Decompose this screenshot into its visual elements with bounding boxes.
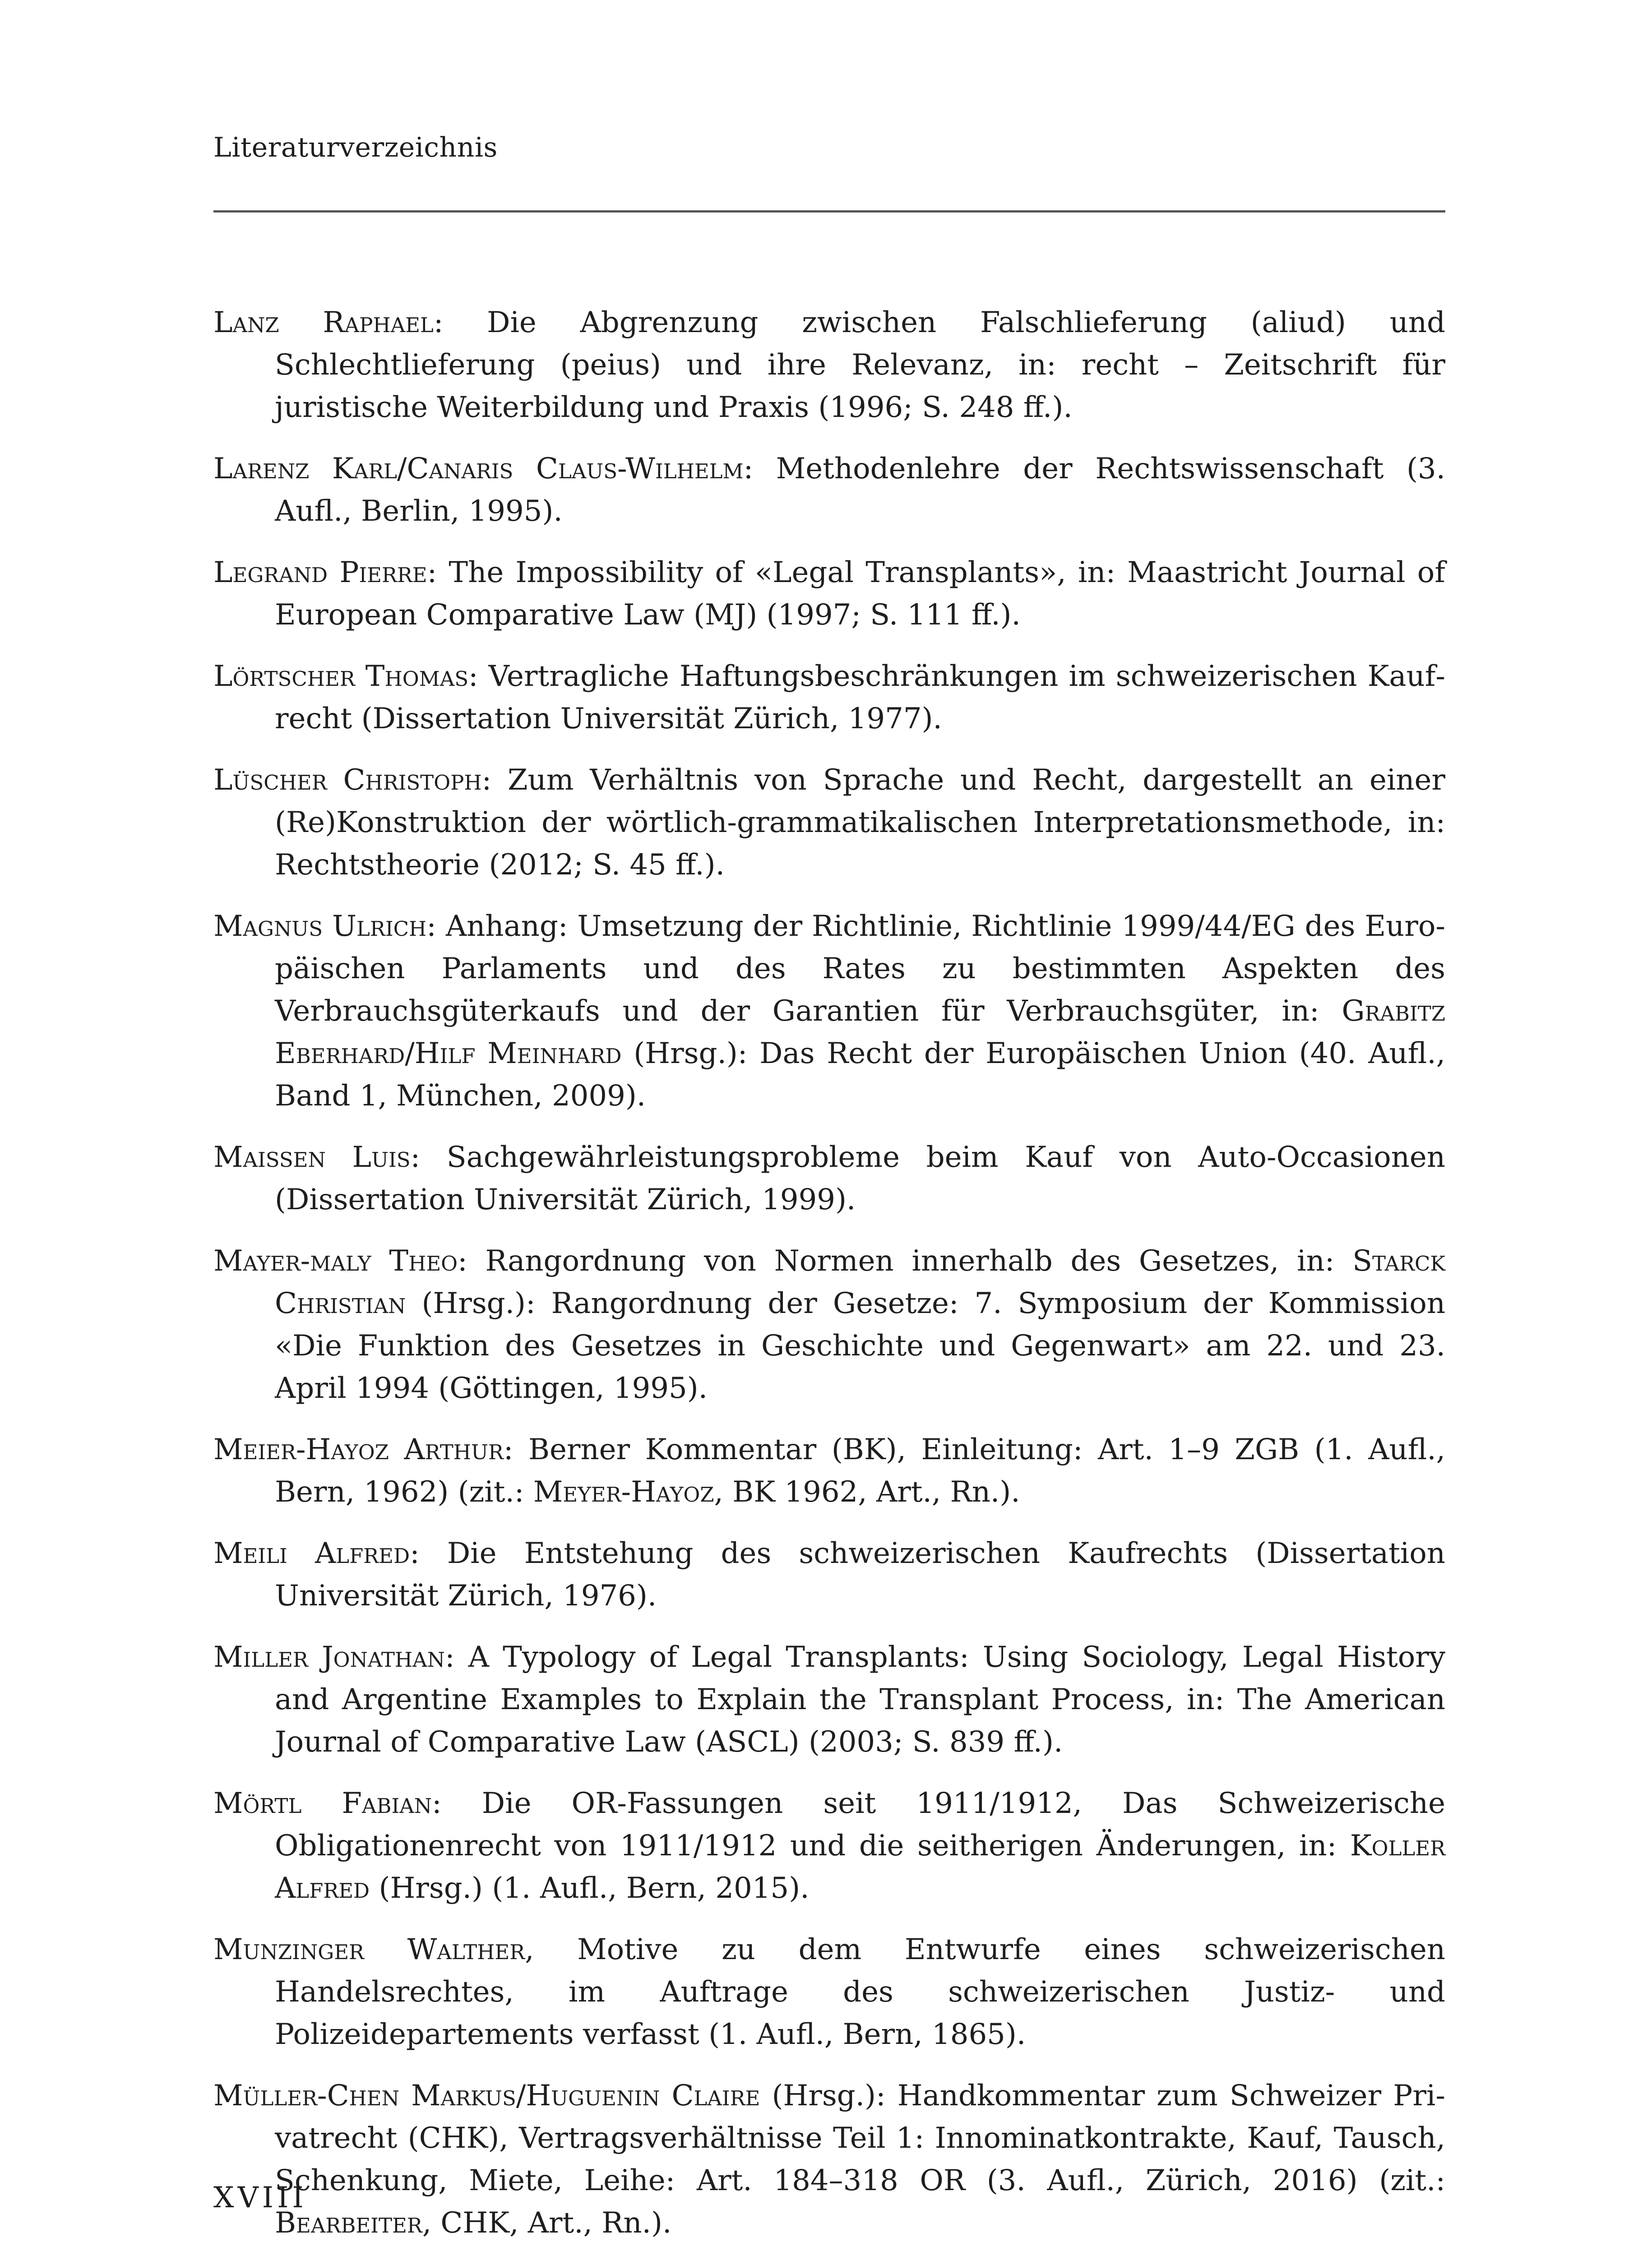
- entry-text: (Hrsg.): Das Recht der Europäischen Union (40. Aufl., Band 1, München, 2009).: [275, 1037, 1445, 1113]
- entry-text: (Hrsg.): Handkommentar zum Schweizer Privatrecht (CHK), Vertragsverhältnisse Teil 1: Innominatkontrakte, Kauf, Tausch, Schenkung, Miete, Leihe: Art. 184–318 OR (3. Aufl., Zürich, 2016) (zit.:: [275, 2079, 1446, 2197]
- entry-text: : Sachgewährleistungsprobleme beim Kauf von Auto-Occasionen (Dissertation Universität Zürich, 1999).: [275, 1141, 1446, 1216]
- entry-text: , Motive zu dem Entwurfe eines schweizerischen Handelsrechtes, im Auftrage des schweizerischen Justiz- und Polizeidepartements verfasst (1. Aufl., Bern, 1865).: [275, 1933, 1445, 2051]
- entry-author: Legrand Pierre: [213, 556, 427, 589]
- bibliography-entry: [213, 1428, 1445, 1513]
- bibliography-entry: [213, 1782, 1445, 1909]
- entry-author: Lanz Raphael: [213, 306, 434, 339]
- bibliography-entry: [213, 1928, 1445, 2056]
- entry-text: : Berner Kommentar (BK), Einleitung: Art. 1–9 ZGB (1. Aufl., Bern, 1962) (zit.:: [275, 1433, 1445, 1509]
- bibliography-list: [213, 301, 1445, 2256]
- entry-author: Meier-Hayoz Arthur: [213, 1433, 504, 1466]
- entry-editor-names: Grabitz Eberhard/Hilf Meinhard: [275, 994, 1445, 1070]
- entry-author: Munzinger Walther: [213, 1933, 525, 1966]
- entry-author: Maissen Luis: [213, 1141, 411, 1174]
- page-number: XVIII: [213, 2181, 307, 2214]
- entry-author: Magnus Ulrich: [213, 910, 427, 943]
- header-divider: [213, 210, 1445, 213]
- bibliography-entry: [213, 301, 1445, 429]
- entry-text: : Zum Verhältnis von Sprache und Recht, dargestellt an einer (Re)Konstruktion der wörtlich-grammatikalischen Interpretationsmethode, in: Rechtstheorie (2012; S. 45 ff.).: [275, 763, 1445, 882]
- entry-text: : Die Entstehung des schweizerischen Kaufrechts (Dissertation Universität Zürich, 1976).: [275, 1537, 1446, 1613]
- entry-text: : Die Abgrenzung zwischen Falschlieferung (aliud) und Schlechtlieferung (peius) und ihre Relevanz, in: recht – Zeitschrift für juristische Weiterbildung und Praxis (1996; S. 248 ff.).: [275, 306, 1446, 424]
- entry-author: Müller-Chen Markus/Huguenin Claire: [213, 2079, 760, 2113]
- entry-text: (Hrsg.) (1. Aufl., Bern, 2015).: [370, 1872, 810, 1905]
- bibliography-entry: [213, 1136, 1445, 1221]
- bibliography-entry: [213, 551, 1445, 636]
- entry-text: , CHK, Art., Rn.).: [422, 2206, 672, 2240]
- bibliography-entry: [213, 905, 1445, 1117]
- entry-author: Lörtscher Thomas: [213, 660, 469, 693]
- entry-citation-name: Meyer-Hayoz: [533, 1475, 714, 1509]
- entry-text: : Methodenlehre der Rechtswissenschaft (3. Aufl., Berlin, 1995).: [275, 452, 1445, 528]
- entry-text: : Vertragliche Haftungsbeschränkungen im schweizerischen Kaufrecht (Dissertation Universität Zürich, 1977).: [275, 660, 1445, 735]
- bibliography-entry: [213, 1532, 1445, 1617]
- bibliography-entry: [213, 655, 1445, 740]
- entry-text: : Die OR-Fassungen seit 1911/1912, Das Schweizerische Obligationenrecht von 1911/1912 und die seitherigen Änderungen, in:: [275, 1787, 1445, 1863]
- entry-text: (Hrsg.): Rangordnung der Gesetze: 7. Symposium der Kommission «Die Funktion des Gesetzes in Geschichte und Gegenwart» am 22. und 23. April 1994 (Göttingen, 1995).: [275, 1287, 1445, 1405]
- bibliography-entry: [213, 1636, 1445, 1763]
- entry-author: Larenz Karl/Canaris Claus-Wilhelm: [213, 452, 744, 485]
- entry-author: Mörtl Fabian: [213, 1787, 432, 1820]
- running-head: Literaturverzeichnis: [213, 132, 498, 163]
- bibliography-entry: [213, 2075, 1445, 2244]
- entry-text: : Rangordnung von Normen innerhalb des Gesetzes, in:: [458, 1244, 1353, 1278]
- entry-text: , BK 1962, Art., Rn.).: [714, 1475, 1020, 1509]
- entry-author: Lüscher Christoph: [213, 763, 482, 797]
- entry-text: : The Impossibility of «Legal Transplants», in: Maastricht Journal of European Comparative Law (MJ) (1997; S. 111 ff.).: [275, 556, 1445, 632]
- entry-citation-name: Bearbeiter: [275, 2206, 422, 2240]
- entry-text: : Anhang: Umsetzung der Richtlinie, Richtlinie 1999/44/EG des Europäischen Parlaments und des Rates zu bestimmten Aspekten des Verbrauchsgüterkaufs und der Garantien für Verbrauchsgüter, in:: [275, 910, 1446, 1028]
- entry-author: Meili Alfred: [213, 1537, 410, 1570]
- entry-author: Miller Jonathan: [213, 1641, 445, 1674]
- bibliography-entry: [213, 448, 1445, 532]
- bibliography-entry: [213, 759, 1445, 886]
- entry-author: Mayer-maly Theo: [213, 1244, 458, 1278]
- entry-editor-names: Koller Alfred: [275, 1829, 1445, 1905]
- bibliography-entry: [213, 1240, 1445, 1410]
- entry-editor-names: Starck Christian: [275, 1244, 1445, 1320]
- entry-text: : A Typology of Legal Transplants: Using Sociology, Legal History and Argentine Examples to Explain the Transplant Process, in: The American Journal of Comparative Law (ASCL) (2003; S. 839 ff.).: [275, 1641, 1445, 1759]
